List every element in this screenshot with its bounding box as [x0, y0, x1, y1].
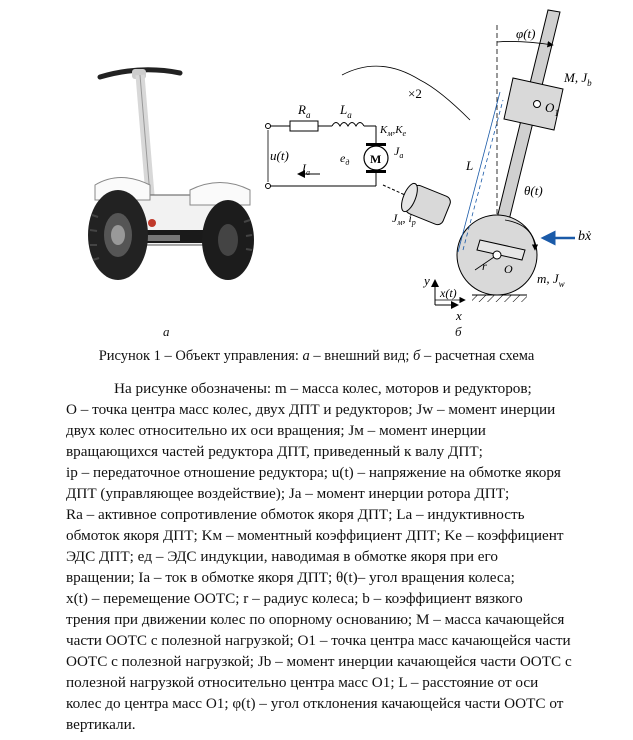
panel-b-label: б	[455, 324, 462, 339]
svg-text:O1: $O_1$	[545, 100, 559, 118]
paragraph-line: ООТС с полезной нагрузкой; Jb – момент инерции качающейся части ООТС с	[66, 653, 572, 670]
paragraph-line: колес до центра масс O1; φ(t) – угол отклонения качающейся части ООТС от	[66, 695, 564, 712]
svg-text:y: y	[424, 273, 430, 288]
paragraph-line: ЭДС ДПТ; eд – ЭДС индукции, наводимая в обмотке якоря при его	[66, 548, 498, 565]
caption-a: а	[302, 348, 310, 364]
svg-text:M, Jb: M, $J_b$	[564, 70, 592, 88]
panel-a-label: а	[163, 324, 170, 339]
caption-end: – расчетная схема	[420, 348, 535, 364]
paragraph-line: полезной нагрузкой относительно центра масс O1; L – расстояние от оси	[66, 674, 539, 691]
svg-text:Ia: $I_a$	[302, 161, 310, 177]
caption-mid: – внешний вид;	[309, 348, 414, 364]
svg-text:eд: $e_д$	[340, 151, 350, 167]
ground	[472, 295, 527, 302]
caption-text: Рисунок 1 – Объект управления:	[98, 348, 303, 364]
paragraph-line: O – точка центра масс колес, двух ДПТ и редукторов; Jw – момент инерции	[66, 401, 556, 418]
svg-text:x(t): x(t)	[440, 286, 457, 300]
paragraph-line: обмоток якоря ДПТ; Kм – моментный коэффициент ДПТ; Ke – коэффициент	[66, 527, 564, 544]
svg-text:m, Jw: m, $J_w$	[537, 271, 565, 289]
o1-point	[534, 101, 541, 108]
segway-photo	[80, 45, 270, 285]
svg-text:L: L	[466, 158, 474, 173]
paragraph-line: части ООТС с полезной нагрузкой; O1 – точка центра масс качающейся части	[66, 632, 571, 649]
paragraph-line: вращающихся частей редуктора ДПТ, приведенный к валу ДПТ;	[66, 443, 483, 460]
svg-text:θ(t): θ(t)	[524, 183, 543, 198]
paragraph-line: На рисунке обозначены: m – масса колес, моторов и редукторов;	[114, 380, 532, 397]
svg-text:x: x	[456, 308, 462, 323]
paragraph-line: трения при движении колес по опорному основанию; M – масса качающейся	[66, 611, 565, 628]
schematic-diagram	[255, 0, 633, 345]
svg-text:La: $L_a$	[340, 102, 352, 120]
svg-text:u(t): u(t)	[270, 148, 289, 163]
svg-text:Ra: $R_a$	[298, 102, 311, 120]
figure-1	[0, 0, 633, 345]
paragraph-line: Ra – активное сопротивление обмоток якоря ДПТ; La – индуктивность	[66, 506, 525, 523]
svg-text:r: r	[482, 259, 487, 273]
figure-caption	[0, 348, 633, 365]
svg-text:Kм,Ke: $K_м,K_e$	[380, 124, 407, 138]
svg-text:Jм, iр: $J_м$, $i_р$	[392, 211, 416, 227]
svg-text:O: O	[504, 262, 513, 276]
paragraph-line: двух колес относительно их оси вращения; Jм – момент инерции	[66, 422, 486, 439]
paragraph-line: ДПТ (управляющее воздействие); Ja – момент инерции ротора ДПТ;	[66, 485, 510, 502]
paragraph-line: x(t) – перемещение ООТС; r – радиус колеса; b – коэффициент вязкого	[66, 590, 523, 607]
svg-text:M: M	[370, 152, 382, 166]
svg-text:bẋ: bẋ	[578, 229, 592, 244]
paragraph-line: iр – передаточное отношение редуктора; u(t) – напряжение на обмотке якоря	[66, 464, 561, 481]
svg-text:Ja: $J_a$	[394, 144, 404, 160]
paragraph-line: вращении; Ia – ток в обмотке якоря ДПТ; θ(t)– угол вращения колеса;	[66, 569, 515, 586]
svg-text:φ(t): φ(t)	[516, 26, 536, 41]
caption-b: б	[413, 348, 421, 364]
notation-paragraph	[66, 378, 606, 735]
svg-text:×2: ×2	[408, 86, 422, 101]
paragraph-line: вертикали.	[66, 716, 136, 733]
